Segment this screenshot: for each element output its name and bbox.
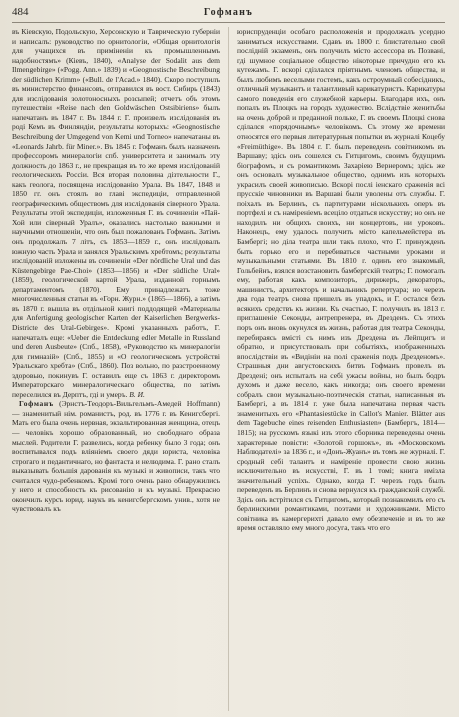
right-column-text: юриспруденціи особаго расположенія и продолжалъ усердно заниматься искусствами. Сдавъ въ 1800 г. блистательно свой послідній экзаменъ, онъ получилъ місто ассессора въ Позвані, гді шумное соціальное общество нікоторые причудно его къ кутежамъ. Г. вскорі сдізлался пріятнымъ членомъ общества, и былъ любимъ веселыми гостемъ, какъ остроумный собесідникъ, отличный музыкантъ и талантливый карикатуристъ. Карикатуры самого поведенія его служебной карьеры. Благодаря ихъ, онъ попалъ въ Плоцкъ на городъ художество. Вслідствіе женитьбы на очень доброй и преданной польке, Г. въ своемъ Плоцкі снова сділался «порядочнымъ» человікомъ. Съ этому же времени относятся его первыя литературныя попытки въ журналі Коцебу «Freimüthige». Въ 1804 г. Г. былъ переведенъ совітникомъ въ Варшаву; здісь онъ сошелся съ Гитцигомъ, своимъ будущимъ біографомъ, и съ романтикомъ Захаріею Вернеромъ; здісь же онъ основалъ музыкальное общество, однимъ изъ которыхъ украсилъ своей живописью. Вскорі послі іенскаго сраженія всі прусскіе чиновники въ Варшаві были уволены отъ службы. Г. поіхалъ въ Берлинъ, съ партитурами нісколькихъ оперъ въ портфелі и съ наміреніемъ всеціло отдаться искусству; но онъ не находилъ ни общихъ своихъ, ни концертовъ, ни уроковъ. Наконецъ, ему удалось получить місто капельмейстера въ Бамбергі; но діла театра шли такъ плохо, что Г. принужденъ быть горько его и перебиваться частными уроками и музыкальными статьями. Въ 1810 г. одинъ его знакомый, Гольбейнъ, взялся возстановить бамбергскій театръ; Г. помогалъ ему, работая какъ композиторъ, дирижеръ, декораторъ, машинистъ, архитекторъ и начальникъ репертуара; но черезъ два года театръ снова пришелъ въ упадокъ, и Г. остался безъ всякихъ средствъ къ жизни. Къ счастью, Г. получилъ въ 1813 г. приглашеніе Секонды, антрепренера, въ Дрезденъ. Съ этихъ поръ онъ вновь окунулся въ жизнь, работая для театра Секонды, перебираясь вмісті съ нимъ изъ Дрездена въ Лейпцигъ и обратно, и присутствовалъ при событіяхъ, изображенныхъ впослідствіи въ «Видініи на полі сраженія подъ Дрезденомъ». Страшныя дни августовскихъ битвъ Гофманъ провелъ въ Дрездені; онъ испыталъ на себі ужасы войны, но былъ бодръ духомъ и даже весело, какъ никогда; онъ своего времени собралъ свои музыкально-поэтическія статьи, написанныя въ Бамбергі, а въ 1814 г. уже была напечатана первая часть знаменитыхъ его «Phantasiestücke in Callot's Manier. Blätter aus dem Tagebuche eines reisenden Enthusiasten» (Бамбергъ, 1814—1815); на русскомъ языкі изъ этого сборника переведены очень характерные повісти: «Золотой горшокъ», въ «Московскомъ Наблюдателі» за 1836 г., и «Донъ-Жуанъ» въ томъ же журналі. Г. сродный себі талантъ и наміреніе провести свою жизнь исключительно въ искусстві, Г. въ 1 томі; книга имізла значительный успіхъ. Однако, когда Г. черезъ годъ былъ переведенъ въ Берлинъ и снова вернулся къ гражданской службі. Здісь онъ встрітился съ Гитцигомъ, который познакомилъ его съ берлинскими романтиками, поэтами и художниками. Місто совітника въ камергерихті давало ему обезпеченіе и въ то же время оставляло ему много досуга, такъ что его [237,27,446,533]
page-header [12,6,445,23]
entry-headword: Гофманъ [19,399,54,409]
author-signature: В. И. [129,389,145,399]
column-divider [228,27,229,711]
page-number: 484 [12,6,29,18]
right-column [237,27,445,711]
previous-entry-text [12,27,220,399]
left-column [12,27,220,711]
entry-body: (Эрнстъ-Теодоръ-Вильгельмъ-Амедей Hoffmann) — знаменитый нім. романистъ, род. въ 1776 г. въ Кенигсбергі. Мать его была очень нервная, экзальтированная женщина, отецъ — человікъ хорошо образованный, но свободнаго образа мыслей. Родители Г. развелись, когда ребенку было 3 года; онъ воспитывался подъ вліяніемъ своего дяди юриста, человіка строгаго и педантичнаго, но фантаста и нелюдима. Г. рано сталъ выказывать большія дарованія къ музыкі и живописи, такъ что считался чудо-ребенкомъ. Кромі того очень рано обнаружились у него и способность къ рисованію и къ музыкі. Прекрасно окончилъ курсъ юрид. наукъ въ кенигсбергскомъ унив., хотя не чувствовалъ къ [12,399,221,514]
previous-entry-body: въ Кіевскую, Подольскую, Херсонскую и Таврическую губерніи и написалъ: руководство по орнитологіи, «Общая орнитологія для учащихся въ приміненіи къ промышленнымъ надобностямъ» (Кіевъ, 1840), «Analyse der Sodalit aus dem Ilmengebirge» («Pogg. Ann.» 1839) и «Geognostische Beschreibung der südlichen Krimm» («Bull. de l'Acad.» 1840). Скоро поступилъ въ министерство финансовъ, отправился въ вост. Сибирь (1843) для изслідованія золотоносныхъ розсыпей; отчетъ объ этомъ путешествіи «Reise nach den Goldwäschen Ostsibiriens» былъ напечатанъ въ 1847 г. Въ 1844 г. Г. произвелъ изслідованія въ роді Кемъ въ Финляндіи, результаты которыхъ: «Geognostische Beschreibung der Umgegend von Kemi und Torneo» напечатаны въ «Leonards Jahrb. für Miner.». Въ 1845 г. Гофманъ былъ назначенъ профессоромъ минералогіи спб. университета и занималъ эту должность до 1863 г., не прекращая въ то же время изслідованій геологическихъ Россіи. Вся вторая половина дізтельности Г., какъ геолога, посвящена изслідованію Урала. Въ 1847, 1848 и 1850 гг. онъ стоялъ во главі экспедиціи, отправленной географическимъ обществомъ для изслідованія сіверного Урала. Результаты этой экспедиціи, изложенныя Г. въ сочиненіи «Пай-Хой или сіверный Уралъ», оказались настолько важными и научными отношеніи, что онъ был пожалованъ Гофманъ. Затімъ онъ продолжалъ 7 літъ, съ 1853—1859 г., онъ изслідовалъ южную часть Урала и занялся Уральскимъ хребтомъ; результаты изслідованій изложены въ сочиненіи «Der nördliche Ural und das Küstengebirge Pae-Choi» (1853—1856) и «Der südliche Ural» (1859), геологической картой Урала, изданной горнымъ департаментомъ (1870). Ему принадлежатъ тоже многочисленныя статьи въ «Горн. Журн.» (1865—1866), а затімъ въ 1870 г. вышла въ отдільной книгі поддодящей «Материалы для Anfertigung geologischer Karten der Kaiserlichen Bergwerks-Districte des Ural-Gebirges». Кромі указанныхъ работъ, Г. напечаталъ еще: «Ueber die Entdeckung edler Metalle in Russland und deren Ausbeute» (Спб., 1858), «Руководство къ минералогіи для гимназій» (Спб., 1855) и «О геологическомъ устройстві Уральскаго хребта» (Спб., 1860). Поз вольно, по разстроенному здоровью, покинувъ Г. оставилъ еще съ 1863 г. директоромъ Императорскаго минералогическаго общества, по затімъ переселился въ Дерптъ, гді и умеръ. [12,27,221,399]
text-columns [12,27,445,711]
running-title: Гофманъ [203,7,254,18]
entry-paragraph [12,399,220,514]
